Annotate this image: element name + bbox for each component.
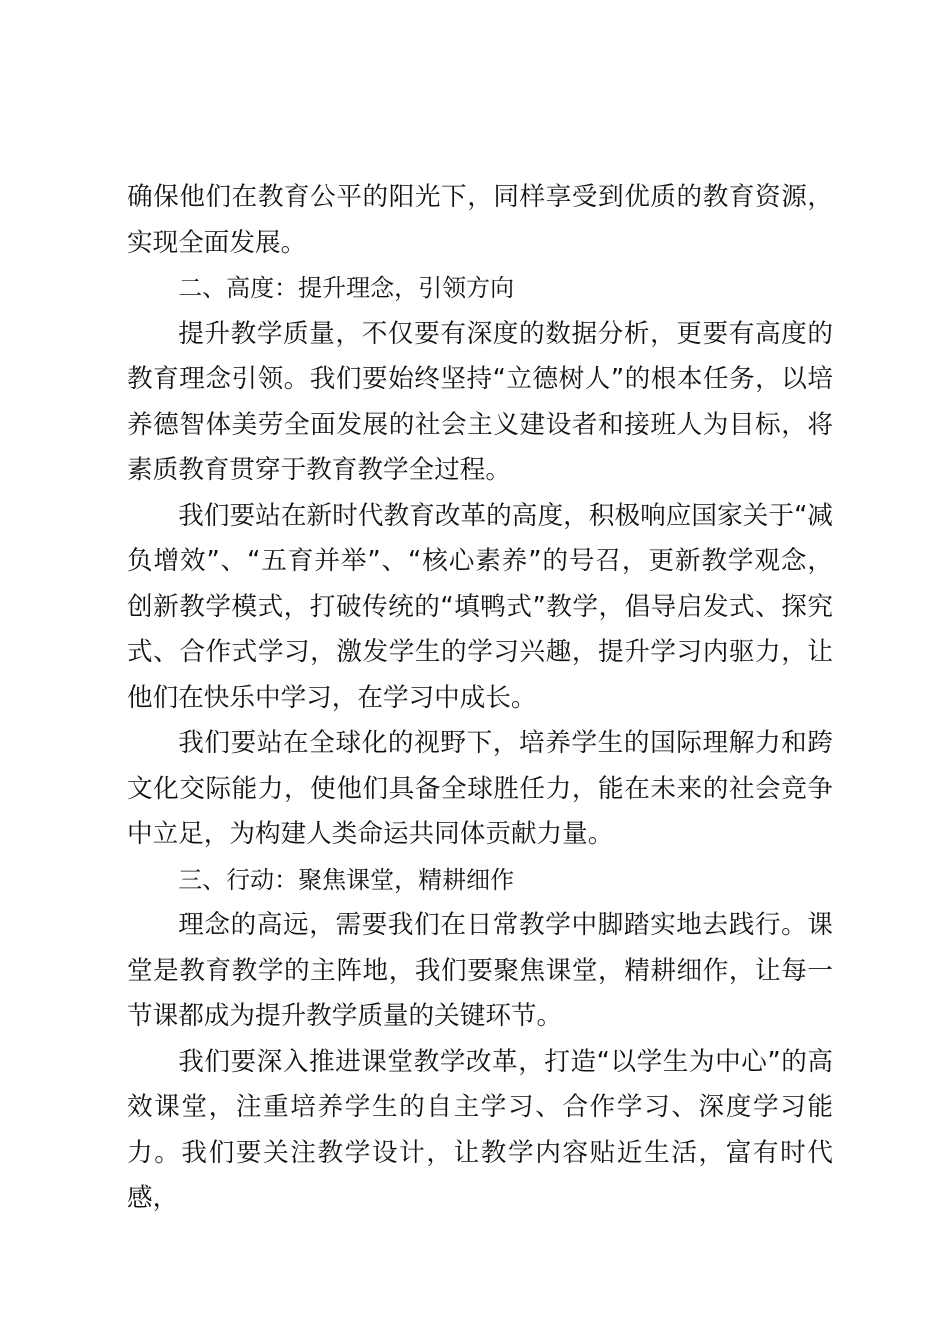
paragraph-continuation: 确保他们在教育公平的阳光下，同样享受到优质的教育资源，实现全面发展。 <box>127 182 833 258</box>
section-heading-3: 三、行动：聚焦课堂，精耕细作 <box>178 865 515 894</box>
paragraph: 提升教学质量，不仅要有深度的数据分析，更要有高度的教育理念引领。我们要始终坚持“立德树人”的根本任务，以培养德智体美劳全面发展的社会主义建设者和接班人为目标，将素质教育贯穿于教育教学全过程。 <box>127 318 833 485</box>
paragraph: 我们要深入推进课堂教学改革，打造“以学生为中心”的高效课堂，注重培养学生的自主学习、合作学习、深度学习能力。我们要关注教学设计，让教学内容贴近生活，富有时代感， <box>127 1046 833 1213</box>
paragraph: 我们要站在全球化的视野下，培养学生的国际理解力和跨文化交际能力，使他们具备全球胜任力，能在未来的社会竞争中立足，为构建人类命运共同体贡献力量。 <box>127 728 833 849</box>
paragraph: 我们要站在新时代教育改革的高度，积极响应国家关于“减负增效”、“五育并举”、“核心素养”的号召，更新教学观念，创新教学模式，打破传统的“填鸭式”教学，倡导启发式、探究式、合作式学习，激发学生的学习兴趣，提升学习内驱力，让他们在快乐中学习，在学习中成长。 <box>127 500 833 713</box>
section-heading-2: 二、高度：提升理念，引领方向 <box>178 274 515 302</box>
paragraph: 理念的高远，需要我们在日常教学中脚踏实地去践行。课堂是教育教学的主阵地，我们要聚焦课堂，精耕细作，让每一节课都成为提升教学质量的关键环节。 <box>127 910 833 1031</box>
document-body <box>127 175 833 1222</box>
